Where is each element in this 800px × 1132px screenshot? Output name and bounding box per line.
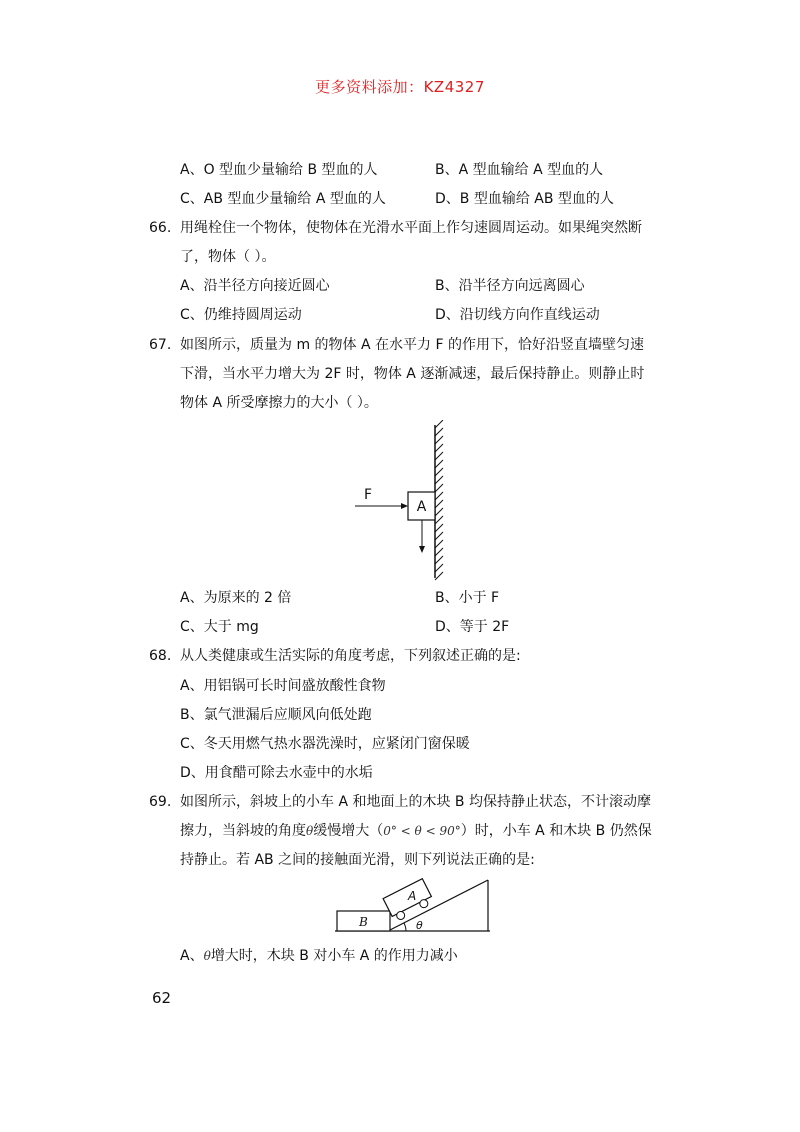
page-number: 62 <box>152 989 172 1007</box>
angle-range: 0° < θ < 90° <box>383 824 461 838</box>
q66-option-a: A、沿半径方向接近圆心 <box>180 278 330 294</box>
q67-wall-figure <box>340 420 470 585</box>
theta-symbol: θ <box>306 824 314 838</box>
question-number: 67. <box>149 337 172 353</box>
q65-option-c: C、AB 型血少量输给 A 型血的人 <box>180 191 386 207</box>
q69-option-a-prefix: A、 <box>180 948 204 964</box>
q67-stem-line3: 物体 A 所受摩擦力的大小（ ）。 <box>180 395 378 411</box>
q68-stem <box>149 646 521 666</box>
q67-option-a: A、为原来的 2 倍 <box>180 590 292 606</box>
q69-stem-line2-b: 缓慢增大（ <box>313 823 384 839</box>
q69-stem-line3: 持静止。若 AB 之间的接触面光滑，则下列说法正确的是: <box>180 852 535 868</box>
question-number: 68. <box>149 648 172 664</box>
q67-option-d: D、等于 2F <box>435 619 510 635</box>
q69-stem-line2 <box>180 821 652 841</box>
wall-hatching <box>435 420 443 580</box>
q67-option-b: B、小于 F <box>435 590 500 606</box>
angle-label: θ <box>416 919 423 932</box>
q69-option-a <box>180 946 458 966</box>
q66-stem-line2: 了，物体（ ）。 <box>180 249 276 265</box>
promo-header: 更多资料添加：KZ4327 <box>315 78 485 96</box>
q67-stem <box>149 335 644 355</box>
q69-stem-line1: 如图所示，斜坡上的小车 A 和地面上的木块 B 均保持静止状态，不计滚动摩 <box>180 794 651 810</box>
q69-option-a-text: 增大时，木块 B 对小车 A 的作用力减小 <box>210 948 458 964</box>
q69-incline-figure <box>330 874 500 936</box>
block-b-label: B <box>359 915 368 929</box>
q68-option-d: D、用食醋可除去水壶中的水垢 <box>180 765 373 781</box>
q68-option-b: B、氯气泄漏后应顺风向低处跑 <box>180 707 372 723</box>
q68-option-a: A、用铝锅可长时间盛放酸性食物 <box>180 678 386 694</box>
theta-symbol: θ <box>203 949 211 963</box>
angle-arc <box>404 923 406 931</box>
q65-option-b: B、A 型血输给 A 型血的人 <box>435 162 604 178</box>
q67-stem-line1: 如图所示，质量为 m 的物体 A 在水平力 F 的作用下，恰好沿竖直墙壁匀速 <box>180 337 644 353</box>
q66-stem-line1: 用绳栓住一个物体，使物体在光滑水平面上作匀速圆周运动。如果绳突然断 <box>180 220 642 236</box>
q66-option-c: C、仍维持圆周运动 <box>180 307 302 323</box>
q66-option-b: B、沿半径方向远离圆心 <box>435 278 585 294</box>
force-arrowhead <box>401 503 408 509</box>
q68-option-c: C、冬天用燃气热水器洗澡时，应紧闭门窗保暖 <box>180 736 470 752</box>
q66-option-d: D、沿切线方向作直线运动 <box>435 307 600 323</box>
q69-stem-line2-a: 擦力，当斜坡的角度 <box>180 823 306 839</box>
q67-option-c: C、大于 mg <box>180 619 259 635</box>
q65-option-a: A、O 型血少量输给 B 型血的人 <box>180 162 378 178</box>
q69-stem <box>149 792 651 812</box>
force-label: F <box>364 487 373 503</box>
q66-stem <box>149 218 642 238</box>
question-number: 69. <box>149 794 172 810</box>
q69-stem-line2-c: ）时，小车 A 和木块 B 仍然保 <box>460 823 652 839</box>
velocity-arrowhead <box>419 546 425 553</box>
cart-a-label: A <box>408 889 417 903</box>
block-a-label: A <box>416 499 427 515</box>
question-number: 66. <box>149 220 172 236</box>
q65-option-d: D、B 型血输给 AB 型血的人 <box>435 191 614 207</box>
q68-stem-text: 从人类健康或生活实际的角度考虑，下列叙述正确的是: <box>180 648 521 664</box>
q67-stem-line2: 下滑，当水平力增大为 2F 时，物体 A 逐渐减速，最后保持静止。则静止时 <box>180 366 645 382</box>
